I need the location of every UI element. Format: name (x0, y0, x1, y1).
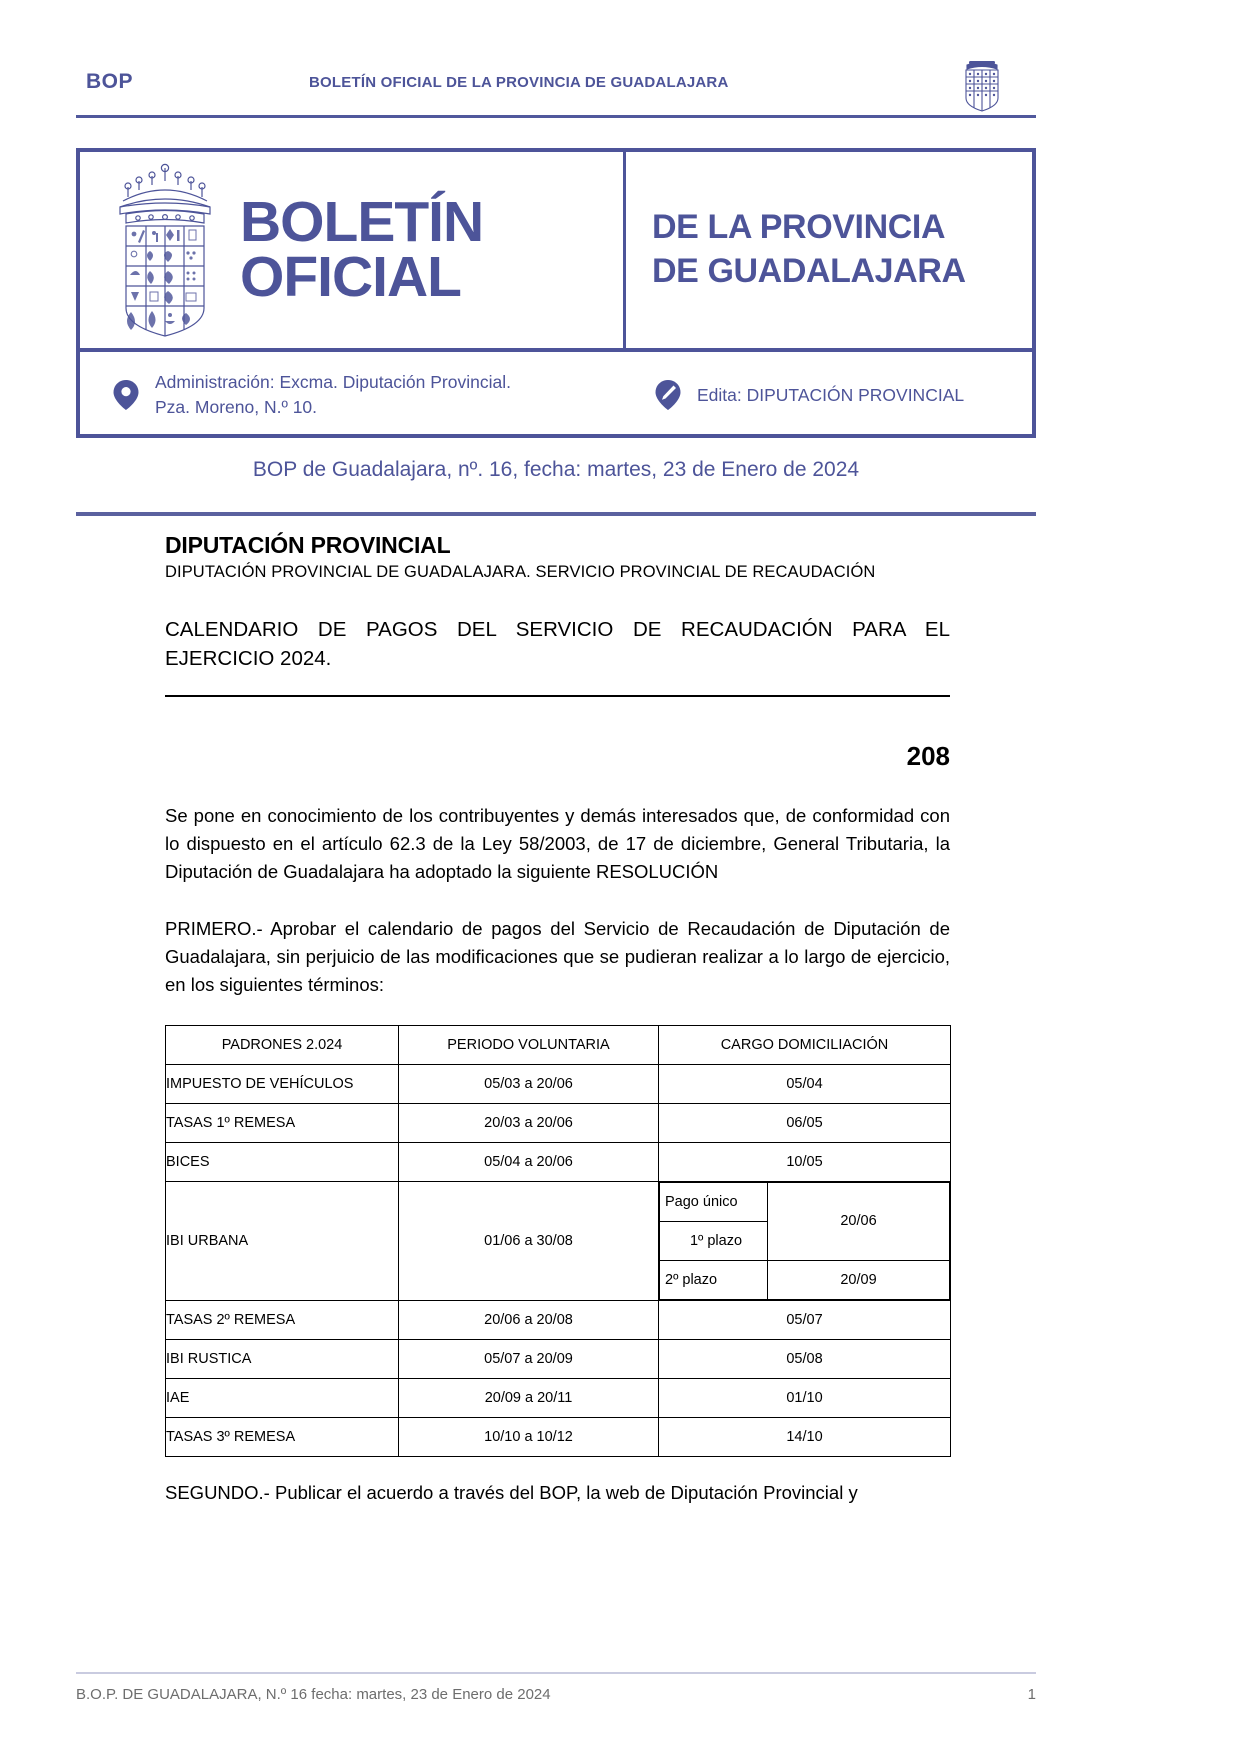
table-row (166, 1378, 951, 1417)
subrow-pago-unico (660, 1182, 950, 1221)
document-title: CALENDARIO DE PAGOS DEL SERVICIO DE RECAUDACIÓN PARA EL EJERCICIO 2024. (165, 618, 950, 670)
page-footer (76, 1672, 1036, 1703)
cell-periodo: 05/03 a 20/06 (399, 1064, 659, 1103)
cell-padron: IBI URBANA (166, 1181, 399, 1300)
cell-cargo: 05/07 (659, 1300, 951, 1339)
masthead-top (80, 152, 1032, 352)
cell-padron: TASAS 2º REMESA (166, 1300, 399, 1339)
running-header-bop-label: BOP (86, 70, 134, 93)
cell-padron: TASAS 3º REMESA (166, 1417, 399, 1456)
masthead-wordmark-line2: OFICIAL (240, 245, 461, 309)
footer-reference: B.O.P. DE GUADALAJARA, N.º 16 fecha: martes, 23 de Enero de 2024 (76, 1686, 551, 1703)
running-header (76, 56, 1036, 118)
footer-page-number: 1 (1027, 1686, 1036, 1703)
admin-line-1: Administración: Excma. Diputación Provincial. (155, 371, 511, 392)
table-row (166, 1339, 951, 1378)
paragraph-2: PRIMERO.- Aprobar el calendario de pagos del Servicio de Recaudación de Diputación de Guadalajara, sin perjuicio de las modificaciones que se pudieran realizar a lo largo de ejercicio, en los siguientes términos: (165, 918, 950, 995)
cell-cargo: 14/10 (659, 1417, 951, 1456)
paragraph-1: Se pone en conocimiento de los contribuyentes y demás interesados que, de conformidad con lo dispuesto en el artículo 62.3 de la Ley 58/2003, de 17 de diciembre, General Tributaria, la Diputación de Guadalajara ha adoptado la siguiente RESOLUCIÓN (165, 805, 950, 882)
sublabel-primer-plazo: 1º plazo (660, 1221, 768, 1260)
masthead-edita-text: Edita: DIPUTACIÓN PROVINCIAL (697, 384, 965, 405)
admin-line-2: Pza. Moreno, N.º 10. (155, 397, 318, 417)
subvalue-pago-unico: 20/06 (768, 1182, 950, 1260)
masthead-wordmark-line1: BOLETÍN (240, 190, 484, 255)
cell-periodo: 05/04 a 20/06 (399, 1142, 659, 1181)
cell-periodo: 20/03 a 20/06 (399, 1103, 659, 1142)
cell-periodo: 20/06 a 20/08 (399, 1300, 659, 1339)
sublabel-pago-unico: Pago único (660, 1182, 768, 1221)
cell-cargo: 05/08 (659, 1339, 951, 1378)
masthead-wordmark (240, 190, 484, 309)
page-title: DIPUTACIÓN PROVINCIAL (165, 532, 451, 558)
location-pin-icon (110, 378, 142, 412)
title-divider (165, 695, 950, 697)
col-header-periodo: PERIODO VOLUNTARIA (399, 1025, 659, 1064)
table-row (166, 1417, 951, 1456)
ibi-urbana-subtable (659, 1182, 950, 1300)
cell-padron: BICES (166, 1142, 399, 1181)
paragraph-3: SEGUNDO.- Publicar el acuerdo a través del BOP, la web de Diputación Provincial y (165, 1481, 858, 1503)
cell-periodo: 01/06 a 30/08 (399, 1181, 659, 1300)
cell-padron: IMPUESTO DE VEHÍCULOS (166, 1064, 399, 1103)
guadalajara-crest-icon (106, 163, 224, 338)
issue-divider (76, 512, 1036, 516)
coat-of-arms-icon (960, 56, 1004, 112)
article-body (165, 532, 950, 1506)
running-header-title: BOLETÍN OFICIAL DE LA PROVINCIA DE GUADALAJARA (309, 74, 729, 91)
cell-periodo: 10/10 a 10/12 (399, 1417, 659, 1456)
masthead (76, 148, 1036, 438)
cell-cargo: 10/05 (659, 1142, 951, 1181)
cell-cargo-split (659, 1181, 951, 1300)
table-row (166, 1064, 951, 1103)
col-header-padrones: PADRONES 2.024 (166, 1025, 399, 1064)
cell-padron: IAE (166, 1378, 399, 1417)
table-row (166, 1300, 951, 1339)
masthead-administration-text (155, 370, 511, 421)
section-subtitle: DIPUTACIÓN PROVINCIAL DE GUADALAJARA. SERVICIO PROVINCIAL DE RECAUDACIÓN (165, 563, 876, 581)
masthead-province-line1: DE LA PROVINCIA (652, 208, 946, 247)
cell-periodo: 20/09 a 20/11 (399, 1378, 659, 1417)
pencil-icon (652, 378, 684, 412)
masthead-bottom (80, 352, 1032, 438)
subrow-segundo-plazo (660, 1260, 950, 1299)
sublabel-segundo-plazo: 2º plazo (660, 1260, 768, 1299)
cell-padron: TASAS 1º REMESA (166, 1103, 399, 1142)
announcement-number: 208 (906, 741, 950, 771)
table-row (166, 1103, 951, 1142)
masthead-administration (80, 370, 626, 421)
col-header-cargo: CARGO DOMICILIACIÓN (659, 1025, 951, 1064)
subvalue-segundo-plazo: 20/09 (768, 1260, 950, 1299)
cell-periodo: 05/07 a 20/09 (399, 1339, 659, 1378)
cell-cargo: 05/04 (659, 1064, 951, 1103)
masthead-edita (626, 378, 1032, 412)
masthead-province-line2: DE GUADALAJARA (652, 252, 966, 290)
payment-calendar-table (165, 1025, 951, 1457)
cell-cargo: 06/05 (659, 1103, 951, 1142)
table-header-row (166, 1025, 951, 1064)
cell-padron: IBI RUSTICA (166, 1339, 399, 1378)
masthead-right (626, 152, 1032, 348)
table-row (166, 1142, 951, 1181)
table-row-ibi-urbana (166, 1181, 951, 1300)
masthead-left (80, 152, 626, 348)
cell-cargo: 01/10 (659, 1378, 951, 1417)
issue-line: BOP de Guadalajara, nº. 16, fecha: martes, 23 de Enero de 2024 (252, 458, 860, 481)
